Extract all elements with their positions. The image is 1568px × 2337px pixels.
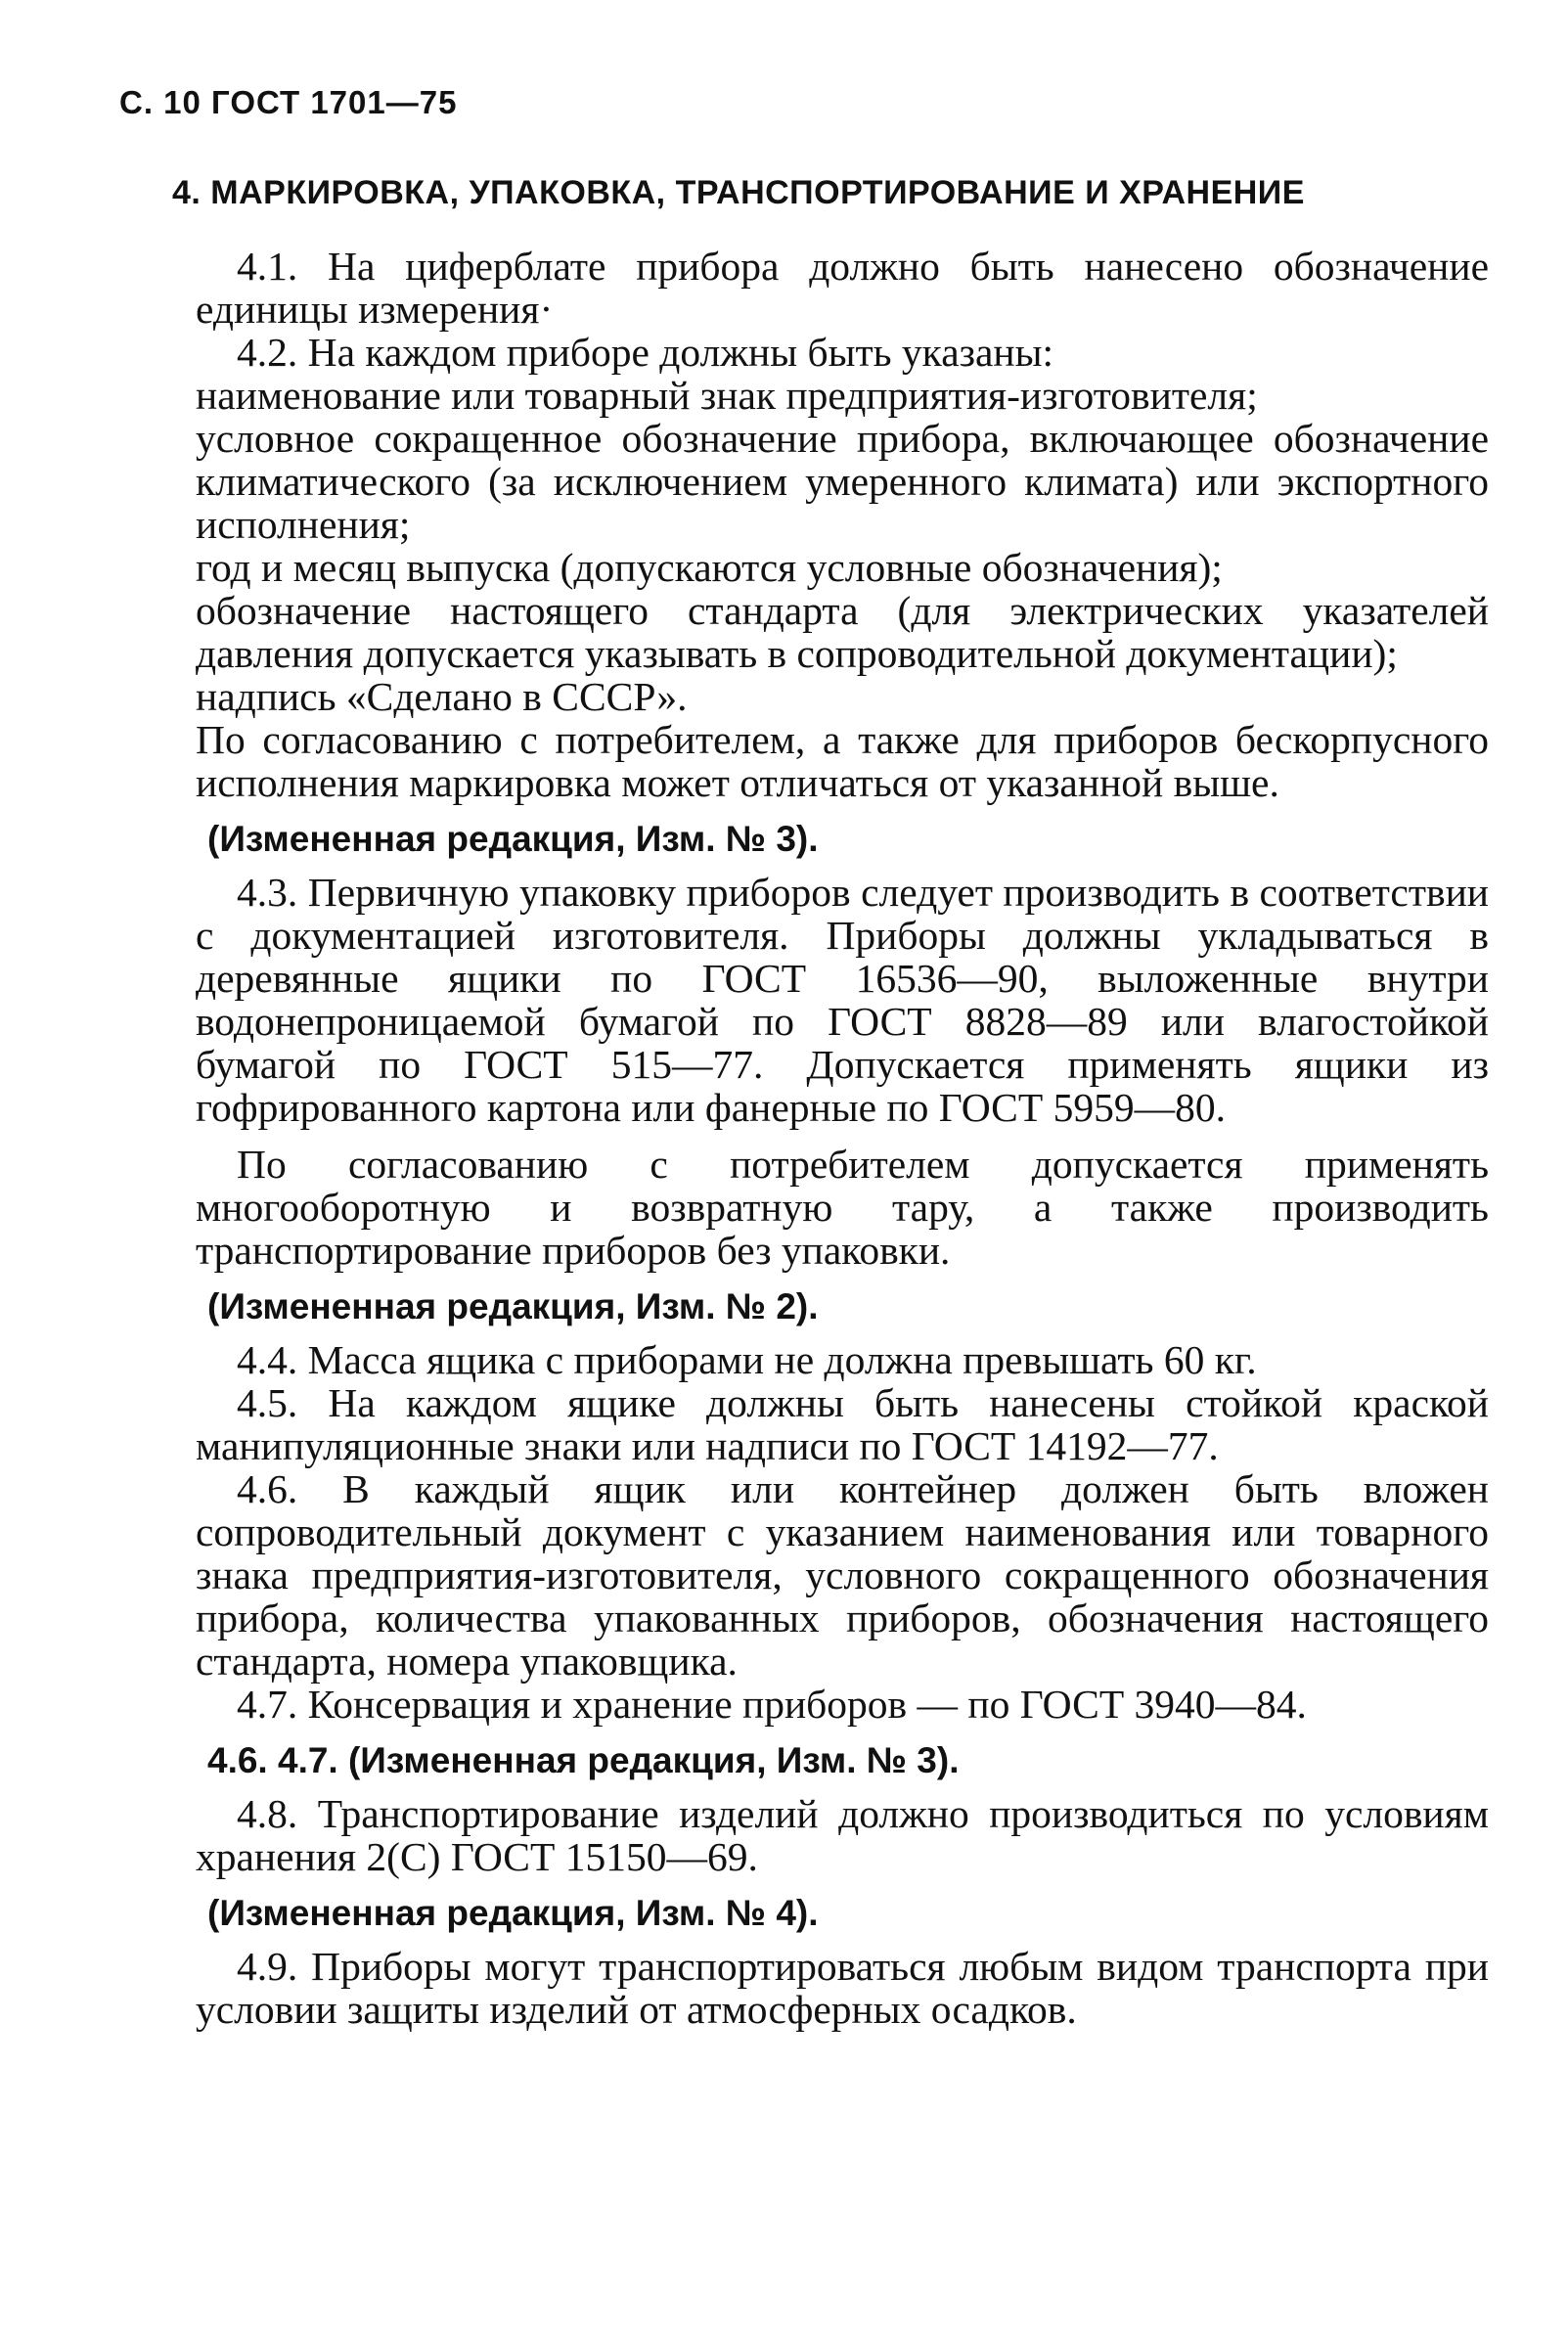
paragraph-4-7: 4.7. Консервация и хранение приборов — по ГОСТ 3940—84. bbox=[237, 1682, 1307, 1727]
list-item-year: год и месяц выпуска (допускаются условные обозначения); bbox=[196, 545, 1223, 590]
list-item-standard: обозначение настоящего стандарта (для электрических указателей давления допускается указывать в сопроводительной документации); bbox=[196, 588, 1489, 676]
paragraph-4-6: 4.6. В каждый ящик или контейнер должен быть вложен сопроводительный документ с указанием наименования или товарного знака предприятия-изготовителя, условного сокращенного обозначения прибора, количества упакованных приборов, обозначения настоящего стандарта, номера упаковщика. bbox=[196, 1466, 1489, 1684]
amendment-note: (Измененная редакция, Изм. № 2). bbox=[207, 1286, 819, 1326]
paragraph-4-3: 4.3. Первичную упаковку приборов следует производить в соответствии с документацией изготовителя. Приборы должны укладываться в деревянные ящики по ГОСТ 16536—90, выложенные внутри водонепроницаемой бумагой по ГОСТ 8828—89 или влагостойкой бумагой по ГОСТ 515—77. Допускается применять ящики из гофрированного картона или фанерные по ГОСТ 5959—80. bbox=[196, 870, 1489, 1130]
paragraph-4-2: 4.2. На каждом приборе должны быть указаны: bbox=[237, 330, 1054, 375]
paragraph-reusable-packaging: По согласованию с потребителем допускается применять многооборотную и возвратную тару, а также производить транспортирование приборов без упаковки. bbox=[196, 1142, 1489, 1273]
page-header: С. 10 ГОСТ 1701—75 bbox=[119, 84, 458, 120]
amendment-note: (Измененная редакция, Изм. № 4). bbox=[207, 1893, 819, 1933]
section-title: 4. МАРКИРОВКА, УПАКОВКА, ТРАНСПОРТИРОВАНИЕ И ХРАНЕНИЕ bbox=[172, 174, 1305, 211]
paragraph-4-4: 4.4. Масса ящика с приборами не должна превышать 60 кг. bbox=[237, 1337, 1257, 1382]
paragraph-4-8: 4.8. Транспортирование изделий должно производиться по условиям хранения 2(С) ГОСТ 15150—69. bbox=[196, 1791, 1489, 1879]
paragraph-4-1: 4.1. На циферблате прибора должно быть нанесено обозначение единицы измерения· bbox=[196, 244, 1489, 332]
list-item-made-in: надпись «Сделано в СССР». bbox=[196, 674, 688, 719]
amendment-note: 4.6. 4.7. (Измененная редакция, Изм. № 3). bbox=[207, 1740, 960, 1780]
list-item-designation: условное сокращенное обозначение прибора, включающее обозначение климатического (за исключением умеренного климата) или экспортного исполнения; bbox=[196, 416, 1489, 547]
list-item-manufacturer: наименование или товарный знак предприятия-изготовителя; bbox=[196, 373, 1258, 418]
paragraph-agreement: По согласованию с потребителем, а также для приборов бескорпусного исполнения маркировка может отличаться от указанной выше. bbox=[196, 717, 1489, 805]
paragraph-4-9: 4.9. Приборы могут транспортироваться любым видом транспорта при условии защиты изделий от атмосферных осадков. bbox=[196, 1944, 1489, 2032]
amendment-note: (Измененная редакция, Изм. № 3). bbox=[207, 819, 819, 859]
paragraph-4-5: 4.5. На каждом ящике должны быть нанесены стойкой краской манипуляционные знаки или надписи по ГОСТ 14192—77. bbox=[196, 1380, 1489, 1468]
document-body bbox=[196, 245, 1489, 2031]
